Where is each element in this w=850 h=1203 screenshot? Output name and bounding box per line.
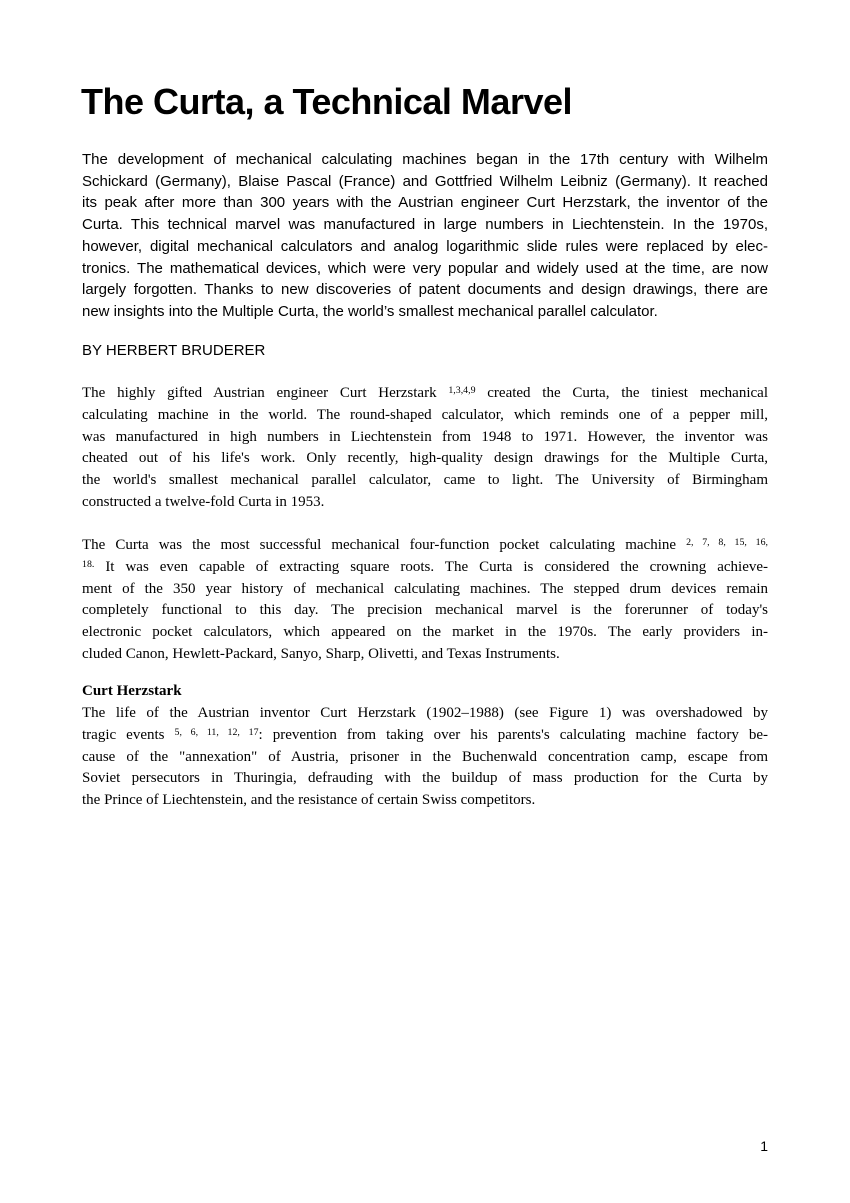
- page-title: The Curta, a Technical Marvel: [81, 81, 572, 122]
- section-heading: Curt Herzstark: [82, 683, 182, 699]
- page-number: 1: [760, 1138, 768, 1154]
- body-paragraph-3: The life of the Austrian inventor Curt Herzstark (1902–1988) (see Figure 1) was overshadowed by tragic events $^{5, 6, 11, 12, 17}$: prevention from taking over his parents's calculating machine factory be- cause of the "annexation" of Austria, prisoner in the Buchenwald concentration camp, escape from Soviet persecutors in Thuringia, defrauding with the buildup of mass production for the Curta by the Prince of Liechtenstein, and the resistance of certain Swiss competitors.: [82, 705, 769, 809]
- byline: BY HERBERT BRUDERER: [82, 342, 266, 359]
- body-paragraph-1: The highly gifted Austrian engineer Curt Herzstark $^{1,3,4,9}$ created the Curta, the tiniest mechanical calculating machine in the world. The round-shaped calculator, which reminds one of a pepper mill, was manufactured in high numbers in Liechtenstein from 1948 to 1971. However, the inventor was cheated out of his life's work. Only recently, high-quality design drawings for the Multiple Curta, the world's smallest mechanical parallel calculator, came to light. The University of Birmingham constructed a twelve-fold Curta in 1953.: [82, 384, 769, 510]
- body-paragraph-2: The Curta was the most successful mechanical four-function pocket calculating machine $^{2, 7, 8, 15, 16,}$ $^{18.}$ It was even capable of extracting square roots. The Curta is considered the crowning achieve- ment of the 350 year history of mechanical calculating machines. The stepped drum devices remain completely functional to this day. The precision mechanical marvel is the forerunner of today's electronic pocket calculators, which appeared on the market in the 1970s. The early providers in- cluded Canon, Hewlett-Packard, Sanyo, Sharp, Olivetti, and Texas Instruments.: [82, 536, 769, 662]
- lead-paragraph: The development of mechanical calculating machines began in the 17th century with Wilhelm Schickard (Germany), Blaise Pascal (France) and Gottfried Wilhelm Leibniz (Germany). It reached its peak after more than 300 years with the Austrian engineer Curt Herzstark, the inventor of the Curta. This technical marvel was manufactured in large numbers in Liechtenstein. In the 1970s, however, digital mechanical calculators and analog logarithmic slide rules were replaced by elec- tronics. The mathematical devices, which were very popular and widely used at the time, are now largely forgotten. Thanks to new discoveries of patent documents and design drawings, there are new insights into the Multiple Curta, the world’s smallest mechanical parallel calculator.: [82, 151, 769, 320]
